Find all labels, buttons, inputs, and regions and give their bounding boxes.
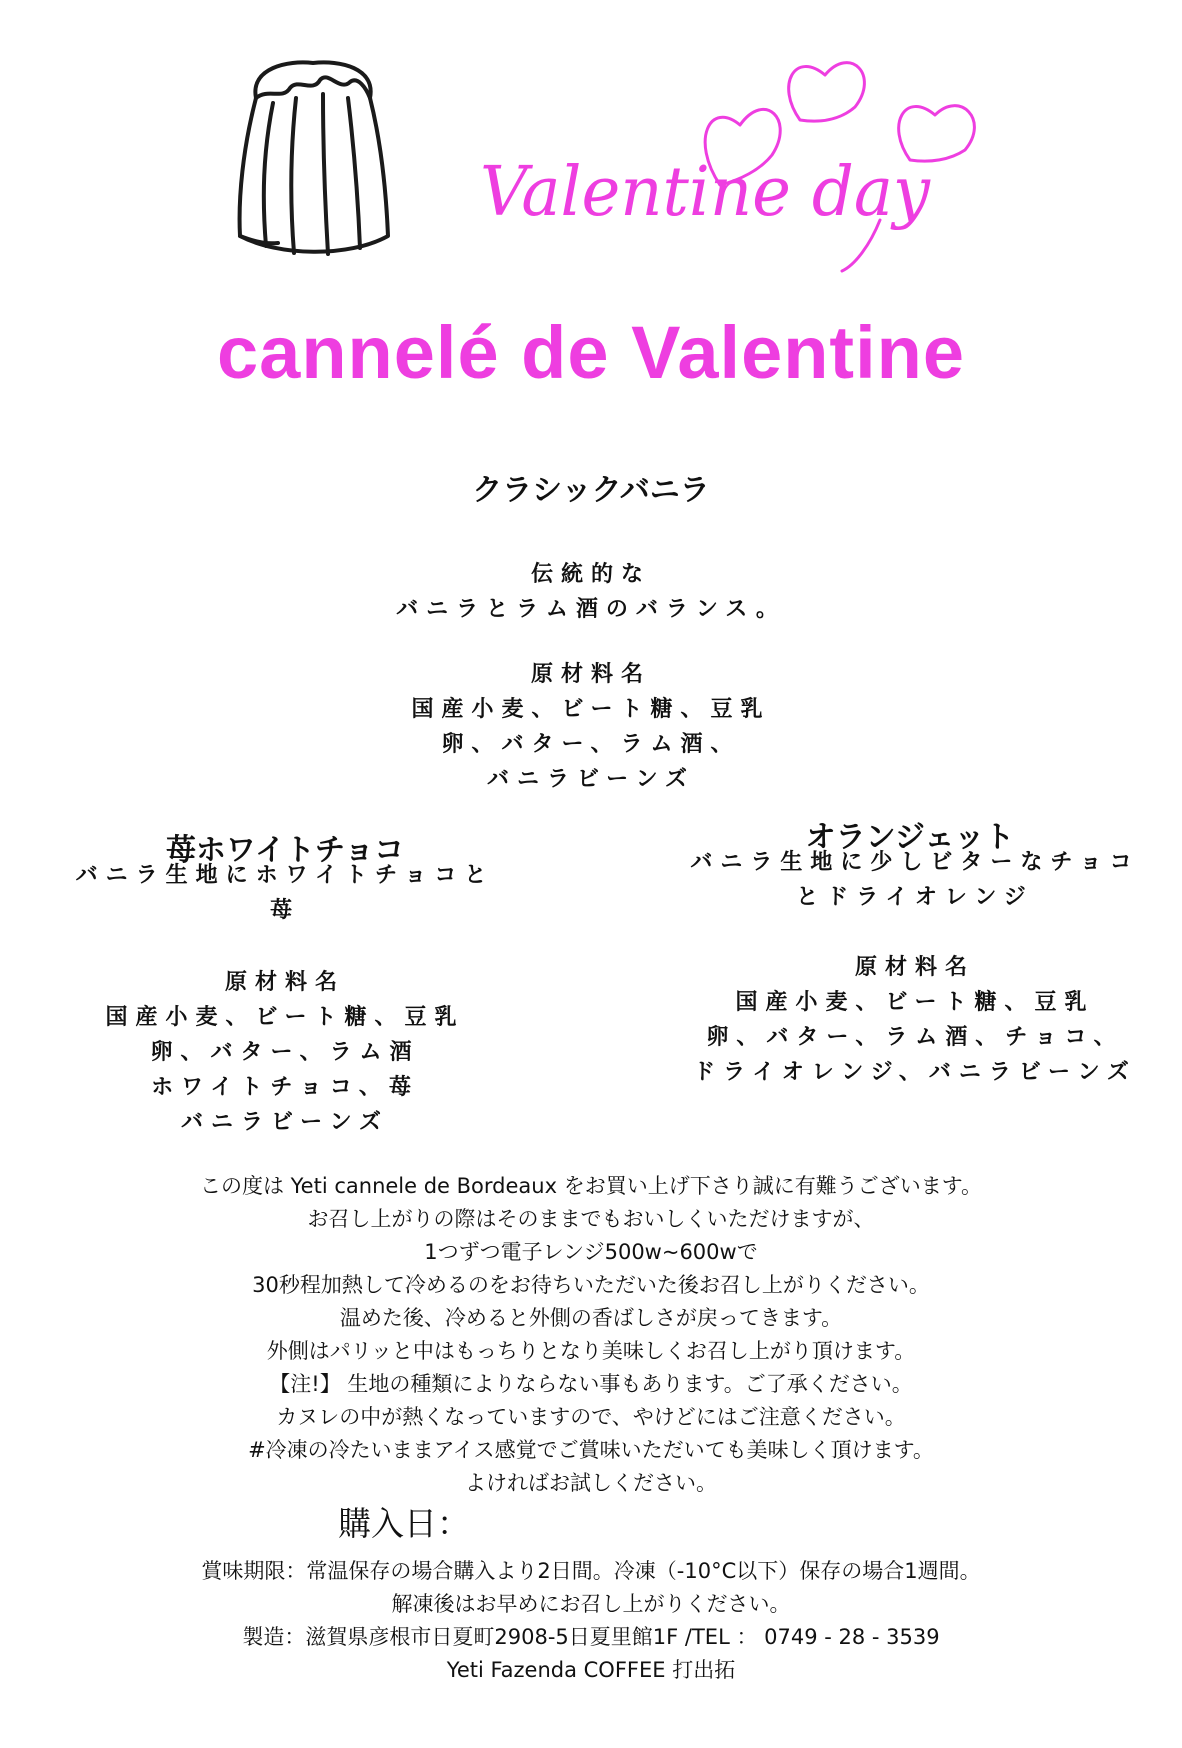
footer-line: 賞味期限：常温保存の場合購入より2日間。冷凍（-10°C以下）保存の場合1週間。 bbox=[201, 1559, 981, 1583]
notice-line: この度は Yeti cannele de Bordeaux をお買い上げ下さり誠に有難うございます。 bbox=[199, 1174, 983, 1198]
description-line: とドライオレンジ bbox=[796, 885, 1034, 910]
product-description-ichigo bbox=[45, 858, 525, 928]
notice-line: 温めた後、冷めると外側の香ばしさが戻ってきます。 bbox=[339, 1306, 843, 1330]
footer-line: 解凍後はお早めにお召し上がりください。 bbox=[391, 1592, 791, 1616]
ingredients-line: 国産小麦、ビート糖、豆乳 bbox=[105, 1005, 465, 1030]
description-line: バニラ生地にホワイトチョコと bbox=[75, 863, 495, 888]
ingredients-line: 卵、バター、ラム酒、 bbox=[441, 732, 741, 757]
purchase-date-label: 購入日： bbox=[338, 1504, 470, 1543]
description-line: バニラ生地に少しビターなチョコ bbox=[690, 850, 1140, 875]
ingredients-line: 卵、バター、ラム酒、チョコ、 bbox=[706, 1025, 1124, 1050]
canele-icon bbox=[228, 58, 398, 263]
notice-line: よければお試しください。 bbox=[465, 1471, 717, 1495]
notice-line: 外側はパリッと中はもっちりとなり美味しくお召し上がり頂けます。 bbox=[266, 1339, 916, 1363]
ingredients-line: バニラビーンズ bbox=[486, 767, 696, 792]
notice-line: #冷凍の冷たいままアイス感覚でご賞味いただいても美味しく頂けます。 bbox=[248, 1438, 934, 1462]
notice-line: 30秒程加熱して冷めるのをお待ちいただいた後お召し上がりください。 bbox=[252, 1273, 930, 1297]
description-line: バニラとラム酒のバランス。 bbox=[396, 597, 786, 622]
footer-info bbox=[60, 1555, 1122, 1687]
valentine-day-script bbox=[470, 125, 940, 275]
footer-line: Yeti Fazenda COFFEE 打出拓 bbox=[446, 1658, 736, 1682]
main-title: cannelé de Valentine bbox=[217, 311, 965, 394]
ingredients-line: 卵、バター、ラム酒 bbox=[150, 1040, 420, 1065]
notice-line: 1つずつ電子レンジ500w~600wで bbox=[424, 1240, 758, 1264]
ingredients-heading: 原材料名 bbox=[224, 970, 345, 995]
product-name-ichigo: 苺ホワイトチョコ bbox=[165, 833, 405, 868]
notice-line: カヌレの中が熱くなっていますので、やけどにはご注意ください。 bbox=[276, 1405, 906, 1429]
ingredients-line: バニラビーンズ bbox=[180, 1110, 390, 1135]
ingredients-line: ホワイトチョコ、苺 bbox=[151, 1075, 419, 1100]
description-line: 苺 bbox=[269, 898, 300, 923]
ingredients-classic bbox=[0, 657, 1182, 797]
ingredients-line: 国産小麦、ビート糖、豆乳 bbox=[735, 990, 1095, 1015]
description-line: 伝統的な bbox=[530, 562, 651, 587]
ingredients-heading: 原材料名 bbox=[854, 955, 975, 980]
ingredients-line: 国産小麦、ビート糖、豆乳 bbox=[411, 697, 771, 722]
valentine-day-text: Valentine day bbox=[480, 153, 932, 232]
product-name-orangette: オランジェット bbox=[805, 820, 1015, 855]
notice-text bbox=[60, 1170, 1122, 1500]
product-name-classic: クラシックバニラ bbox=[472, 473, 710, 508]
notice-line: 【注!】 生地の種類によりならない事もあります。ご了承ください。 bbox=[269, 1372, 913, 1396]
product-description-orangette bbox=[660, 845, 1170, 915]
notice-line: お召し上がりの際はそのままでもおいしくいただけますが、 bbox=[307, 1207, 875, 1231]
ingredients-line: ドライオレンジ、バニラビーンズ bbox=[693, 1060, 1137, 1085]
ingredients-heading: 原材料名 bbox=[530, 662, 651, 687]
ingredients-ichigo bbox=[55, 965, 515, 1140]
ingredients-orangette bbox=[660, 950, 1170, 1090]
footer-line: 製造：滋賀県彦根市日夏町2908-5日夏里館1F /TEL ： 0749 - 28 - 3539 bbox=[242, 1625, 940, 1649]
product-description-classic bbox=[0, 557, 1182, 627]
